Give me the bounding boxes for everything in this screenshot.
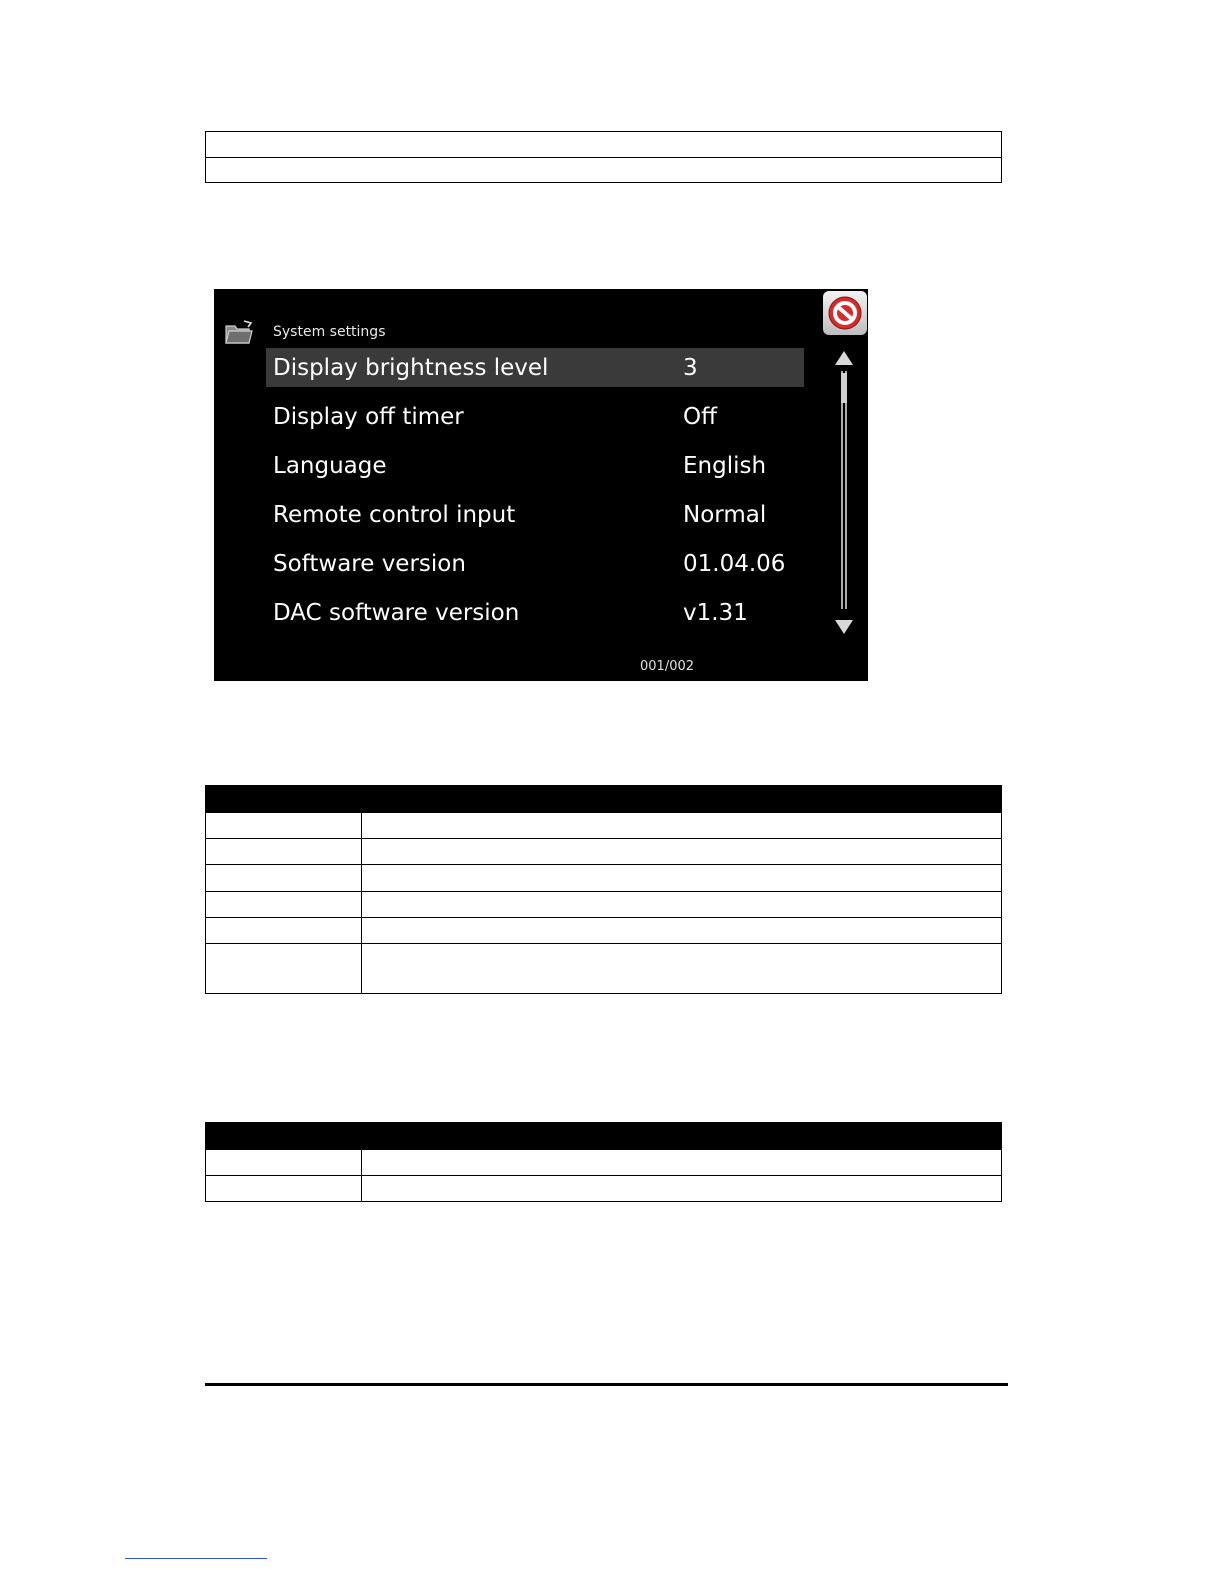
table-row <box>206 838 1001 864</box>
footer-divider <box>205 1383 1008 1386</box>
top-table <box>205 131 1002 183</box>
menu-item-label: Display off timer <box>273 403 464 430</box>
arrow-down-icon[interactable] <box>834 619 854 639</box>
menu-item-label: Display brightness level <box>273 354 549 381</box>
settings-menu <box>266 348 804 642</box>
page-indicator: 001/002 <box>640 659 695 674</box>
table-row <box>206 864 1001 891</box>
menu-item-label: Remote control input <box>273 501 516 528</box>
menu-item-dac-software-version[interactable] <box>266 593 804 632</box>
menu-item-remote-control-input[interactable] <box>266 495 804 534</box>
menu-item-value: Off <box>683 403 717 430</box>
table-row <box>206 1175 1001 1201</box>
menu-item-software-version[interactable] <box>266 544 804 583</box>
menu-item-language[interactable] <box>266 446 804 485</box>
table-row <box>206 132 1001 157</box>
menu-item-display-brightness[interactable] <box>266 348 804 387</box>
menu-item-display-off-timer[interactable] <box>266 397 804 436</box>
table-row <box>206 1149 1001 1175</box>
screen-title: System settings <box>273 324 386 340</box>
table-row <box>206 891 1001 917</box>
close-button[interactable] <box>823 291 867 335</box>
menu-item-value: 01.04.06 <box>683 550 786 577</box>
scrollbar-thumb[interactable] <box>841 373 847 403</box>
menu-item-value: English <box>683 452 767 479</box>
second-table <box>205 1122 1002 1202</box>
menu-item-value: v1.31 <box>683 599 748 626</box>
table-row <box>206 943 1001 993</box>
scrollbar-track[interactable] <box>841 371 847 609</box>
table-row <box>206 812 1001 838</box>
table-row <box>206 917 1001 943</box>
menu-item-value: Normal <box>683 501 767 528</box>
menu-item-label: Software version <box>273 550 466 577</box>
menu-item-label: Language <box>273 452 387 479</box>
settings-table <box>205 785 1002 994</box>
menu-item-value: 3 <box>683 354 698 381</box>
folder-icon <box>224 319 254 345</box>
menu-item-label: DAC software version <box>273 599 520 626</box>
footnote-link-underline <box>125 1558 267 1559</box>
table-header <box>206 1123 1001 1149</box>
arrow-up-icon[interactable] <box>834 350 854 370</box>
table-row <box>206 157 1001 182</box>
system-settings-screen <box>214 289 868 681</box>
table-header <box>206 786 1001 812</box>
